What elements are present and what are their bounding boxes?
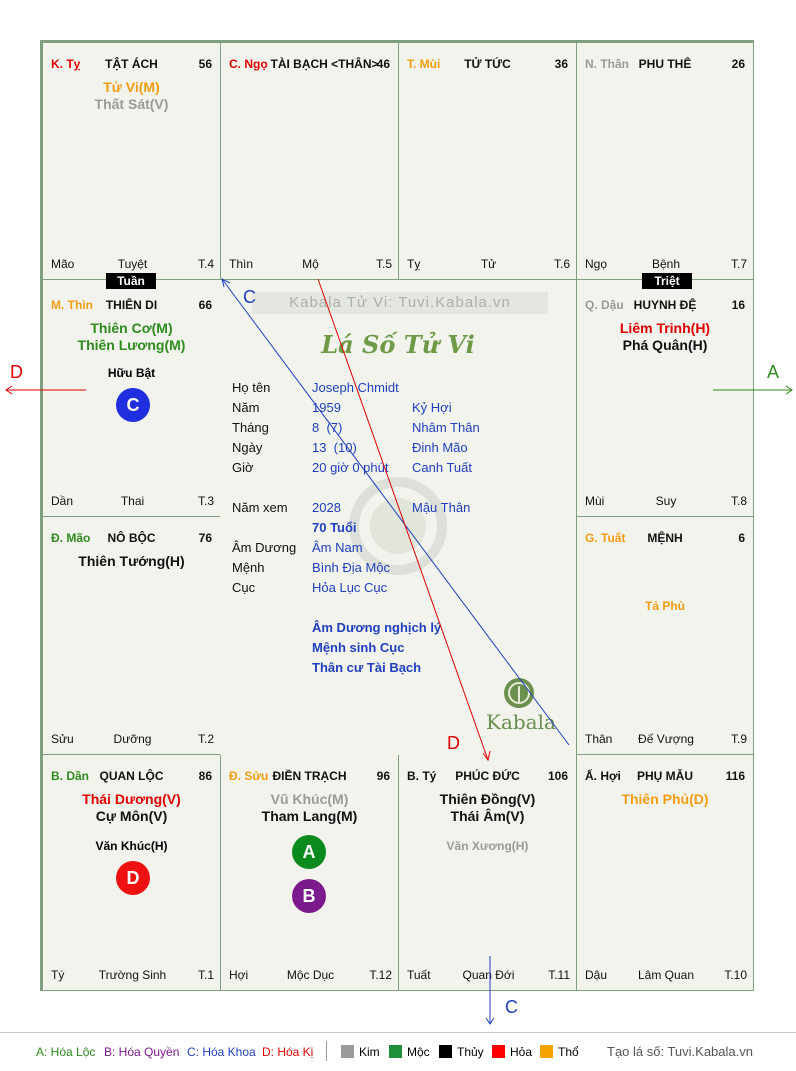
palace-branch: Thìn [229, 257, 254, 271]
palace-name: PHỤ MẪU [637, 769, 693, 783]
info-name: Joseph Chmidt [312, 380, 399, 395]
palace-stage: Quan Đới [462, 968, 515, 982]
palace-name: HUYNH ĐỆ [633, 298, 697, 312]
palace-can: Ấ. Hợi [585, 769, 621, 783]
legend-thuy: Thủy [439, 1045, 484, 1059]
legend-hoa-loc: A: Hóa Lộc [36, 1045, 96, 1059]
info-label: Năm [232, 400, 260, 415]
palace-index: T.10 [724, 968, 747, 982]
main-star: Thiên Cơ(M) [90, 320, 173, 336]
palace-stage: Thai [120, 494, 145, 508]
hoa-quyen-marker: B [292, 879, 326, 913]
palace-age: 76 [198, 531, 212, 545]
palace-branch: Ngọ [585, 257, 608, 271]
hoa-ki-center-arrow [318, 279, 488, 760]
info-hour: 20 giờ 0 phút [312, 460, 389, 475]
palace-branch: Sửu [51, 732, 74, 746]
legend-kim: Kim [341, 1045, 380, 1059]
legend-moc: Mộc [389, 1045, 430, 1059]
palace-name: MỆNH [647, 531, 683, 545]
palace-name: NÔ BỘC [107, 531, 156, 545]
minor-star: Văn Xương(H) [446, 839, 529, 853]
palace-name: TẬT ÁCH [105, 57, 158, 71]
palace-name: PHU THÊ [638, 57, 692, 71]
arrow-label: D [10, 362, 23, 382]
palace-can: Đ. Sửu [229, 769, 269, 783]
info-note: Âm Dương nghịch lý [312, 620, 442, 635]
legend-bar [0, 1032, 796, 1071]
info-month: 8 (7) [312, 420, 343, 435]
palace-name: TÀI BẠCH <THÂN> [270, 57, 379, 71]
info-label: Ngày [232, 440, 263, 455]
palace-can: M. Thìn [51, 298, 93, 312]
palace-stage: Tử [480, 257, 497, 271]
main-star: Vũ Khúc(M) [270, 791, 349, 807]
info-day-canchi: Đinh Mão [412, 440, 468, 455]
palace-index: T.4 [197, 257, 214, 271]
palace-age: 36 [554, 57, 568, 71]
info-view-year-canchi: Mậu Thân [412, 500, 471, 515]
palace-name: ĐIỀN TRẠCH [272, 769, 347, 783]
main-star: Thiên Đồng(V) [439, 791, 536, 807]
main-star: Liêm Trinh(H) [619, 320, 711, 336]
palace-can: T. Mùi [407, 57, 441, 71]
main-star: Thiên Tướng(H) [78, 553, 185, 569]
info-note: Mệnh sinh Cục [312, 640, 405, 655]
arrow-label: C [505, 997, 518, 1017]
palace-age: 106 [547, 769, 568, 783]
palace-name: THIÊN DI [105, 298, 158, 312]
info-year-canchi: Kỷ Hợi [412, 400, 452, 415]
info-month-canchi: Nhâm Thân [412, 420, 480, 435]
palace-name: QUAN LỘC [99, 769, 164, 783]
center-title: Lá Số Tử Vi [321, 330, 475, 359]
palace-stage: Suy [655, 494, 677, 508]
main-star: Thái Dương(V) [82, 791, 181, 807]
main-star: Thiên Phủ(D) [621, 791, 709, 807]
main-star: Thiên Lương(M) [77, 337, 186, 353]
palace-age: 26 [731, 57, 745, 71]
info-label: Âm Dương [232, 540, 297, 555]
legend-divider [326, 1041, 327, 1061]
info-label: Giờ [232, 460, 254, 475]
brand-logo-text: Kabala [486, 710, 556, 734]
palace-can: Đ. Mão [51, 531, 91, 545]
palace-branch: Dậu [585, 968, 608, 982]
info-view-year: 2028 [312, 500, 341, 515]
info-cuc: Hỏa Lục Cục [312, 580, 388, 595]
palace-index: T.3 [197, 494, 214, 508]
palace-branch: Tỵ [407, 257, 421, 271]
palace-can: C. Ngọ [229, 57, 268, 71]
palace-can: K. Tỵ [51, 57, 81, 71]
minor-star: Văn Khúc(H) [95, 839, 168, 853]
info-label: Năm xem [232, 500, 288, 515]
main-star: Thái Âm(V) [450, 808, 525, 824]
palace-stage: Trường Sinh [98, 968, 167, 982]
legend-hoa-ki: D: Hóa Kị [262, 1045, 314, 1059]
palace-index: T.11 [548, 968, 570, 982]
palace-age: 86 [198, 769, 212, 783]
info-am-duong: Âm Nam [312, 540, 363, 555]
triet-badge: Triệt [642, 273, 692, 289]
palace-age: 66 [198, 298, 212, 312]
palace-index: T.6 [553, 257, 570, 271]
palace-age: 116 [725, 769, 745, 783]
palace-branch: Dần [51, 494, 74, 508]
palace-branch: Mùi [585, 494, 605, 508]
tuan-badge: Tuần [106, 273, 156, 289]
palace-index: T.2 [197, 732, 214, 746]
palace-age: 96 [376, 769, 390, 783]
palace-branch: Mão [51, 257, 75, 271]
arrow-label: C [243, 287, 256, 307]
info-hour-canchi: Canh Tuất [412, 460, 472, 475]
site-link[interactable]: Tạo lá số: Tuvi.Kabala.vn [607, 1044, 753, 1059]
palace-age: 46 [376, 57, 390, 71]
palace-stage: Mộ [302, 257, 319, 271]
legend-tho: Thổ [540, 1045, 579, 1059]
palace-age: 56 [198, 57, 212, 71]
palace-branch: Tý [51, 968, 65, 982]
legend-hoa-quyen: B: Hóa Quyền [104, 1045, 180, 1059]
palace-index: T.7 [730, 257, 747, 271]
minor-star: Hữu Bật [107, 366, 156, 380]
info-label: Họ tên [232, 380, 271, 395]
palace-can: B. Tý [407, 769, 437, 783]
palace-stage: Dưỡng [113, 732, 152, 746]
main-star: Phá Quân(H) [622, 337, 708, 353]
palace-branch: Hợi [229, 968, 249, 982]
main-star: Tử Vi(M) [103, 79, 160, 95]
info-age: 70 Tuổi [312, 520, 357, 535]
palace-age: 16 [731, 298, 745, 312]
legend-hoa: Hỏa [492, 1045, 532, 1059]
main-star: Cự Môn(V) [95, 808, 168, 824]
info-note: Thân cư Tài Bạch [312, 660, 422, 675]
info-year: 1959 [312, 400, 341, 415]
palace-can: G. Tuất [585, 531, 626, 545]
palace-name: PHÚC ĐỨC [455, 769, 520, 783]
palace-index: T.8 [730, 494, 747, 508]
info-label: Tháng [232, 420, 269, 435]
palace-stage: Đế Vượng [638, 732, 694, 746]
main-star: Tham Lang(M) [261, 808, 358, 824]
info-label: Mệnh [232, 560, 265, 575]
palace-can: B. Dần [51, 769, 90, 783]
watermark: Kabala Tử Vi: Tuvi.Kabala.vn [252, 292, 548, 314]
hoa-khoa-arrow [222, 279, 569, 745]
palace-stage: Tuyệt [117, 257, 148, 271]
palace-index: T.5 [375, 257, 392, 271]
palace-stage: Mộc Dục [286, 968, 335, 982]
palace-can: N. Thân [585, 57, 629, 71]
info-menh: Bình Địa Mộc [312, 560, 391, 575]
palace-branch: Thân [585, 732, 613, 746]
arrow-label: D [447, 733, 460, 753]
palace-name: TỬ TỨC [464, 57, 511, 71]
palace-index: T.12 [369, 968, 392, 982]
palace-stage: Bệnh [651, 257, 681, 271]
hoa-ki-marker: D [116, 861, 150, 895]
palace-index: T.9 [730, 732, 747, 746]
minor-star: Tả Phù [644, 599, 685, 613]
info-label: Cục [232, 580, 256, 595]
info-day: 13 (10) [312, 440, 357, 455]
legend-hoa-khoa: C: Hóa Khoa [187, 1045, 256, 1059]
main-star: Thất Sát(V) [94, 96, 169, 112]
palace-can: Q. Dậu [585, 298, 624, 312]
palace-age: 6 [738, 531, 745, 545]
hoa-loc-marker: A [292, 835, 326, 869]
hoa-khoa-marker: C [116, 388, 150, 422]
palace-stage: Lâm Quan [637, 968, 695, 982]
palace-index: T.1 [197, 968, 214, 982]
arrow-label: A [767, 362, 780, 382]
palace-branch: Tuất [407, 968, 431, 982]
